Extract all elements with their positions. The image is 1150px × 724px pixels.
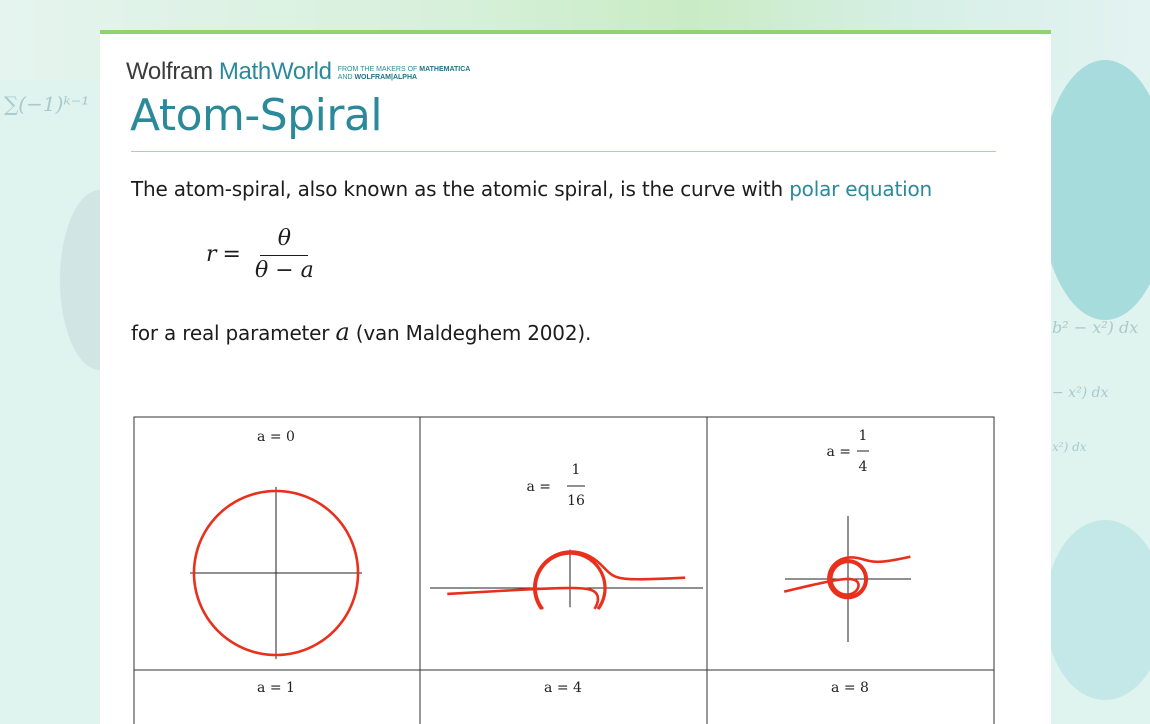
background-integral-formula-3: x²) dx	[1052, 440, 1087, 454]
logo-tagline	[338, 66, 471, 82]
param-text-before: for a real parameter	[131, 321, 336, 345]
panel-3-label-denominator: 4	[858, 459, 868, 475]
intro-paragraph	[131, 177, 932, 201]
atom-spiral-grid	[133, 416, 995, 724]
background-surface-right-lower	[1045, 520, 1150, 700]
spiral-plots	[190, 487, 911, 659]
panel-5-label: a = 4	[544, 680, 582, 696]
panel-2-label	[526, 462, 585, 509]
tagline-line1-text: FROM THE MAKERS OF	[337, 66, 420, 73]
background-sum-formula: ∑(−1)ᵏ⁻¹	[4, 92, 90, 116]
background-integral-formula-1: b² − x²) dx	[1052, 318, 1139, 337]
logo-wolfram-text: Wolfram	[126, 58, 213, 85]
tagline-wolframalpha: WOLFRAM|ALPHA	[354, 74, 418, 81]
panel-3-label	[826, 428, 869, 475]
tagline-line2-text: AND	[337, 74, 355, 81]
panel-6-label: a = 8	[831, 680, 869, 696]
panel-2-label-prefix: a =	[526, 479, 551, 495]
equation-fraction	[251, 226, 318, 283]
panel-3-label-prefix: a =	[826, 444, 851, 460]
equation-lhs: r	[206, 242, 217, 267]
fraction-bar	[260, 255, 308, 256]
atom-spiral-figure	[133, 416, 995, 724]
equation-equals: =	[222, 242, 241, 267]
panel-4-label: a = 1	[257, 680, 295, 696]
background-integral-formula-2: − x²) dx	[1052, 385, 1109, 401]
panel-1-label: a = 0	[257, 429, 295, 445]
title-divider	[131, 151, 996, 152]
parameter-paragraph	[131, 318, 591, 346]
tagline-mathematica: MATHEMATICA	[419, 66, 471, 73]
page-title: Atom-Spiral	[130, 90, 383, 141]
polar-equation-formula	[206, 226, 318, 283]
background-surface-right	[1040, 60, 1150, 320]
polar-equation-link[interactable]: polar equation	[789, 177, 932, 201]
param-text-after: (van Maldeghem 2002).	[349, 321, 592, 345]
equation-numerator: θ	[277, 226, 291, 251]
panel-3-spiral-curve	[784, 557, 910, 598]
article-page	[100, 30, 1051, 724]
param-variable: a	[335, 318, 350, 346]
site-logo[interactable]	[126, 58, 470, 86]
panel-2-label-numerator: 1	[571, 462, 581, 478]
intro-text: The atom-spiral, also known as the atomic spiral, is the curve with	[131, 177, 790, 201]
panel-2-label-denominator: 16	[567, 493, 585, 509]
logo-mathworld-text: MathWorld	[218, 58, 332, 85]
panel-2-spiral-curve	[447, 552, 685, 609]
panel-3-label-numerator: 1	[858, 428, 868, 444]
equation-denominator: θ − a	[254, 258, 314, 283]
